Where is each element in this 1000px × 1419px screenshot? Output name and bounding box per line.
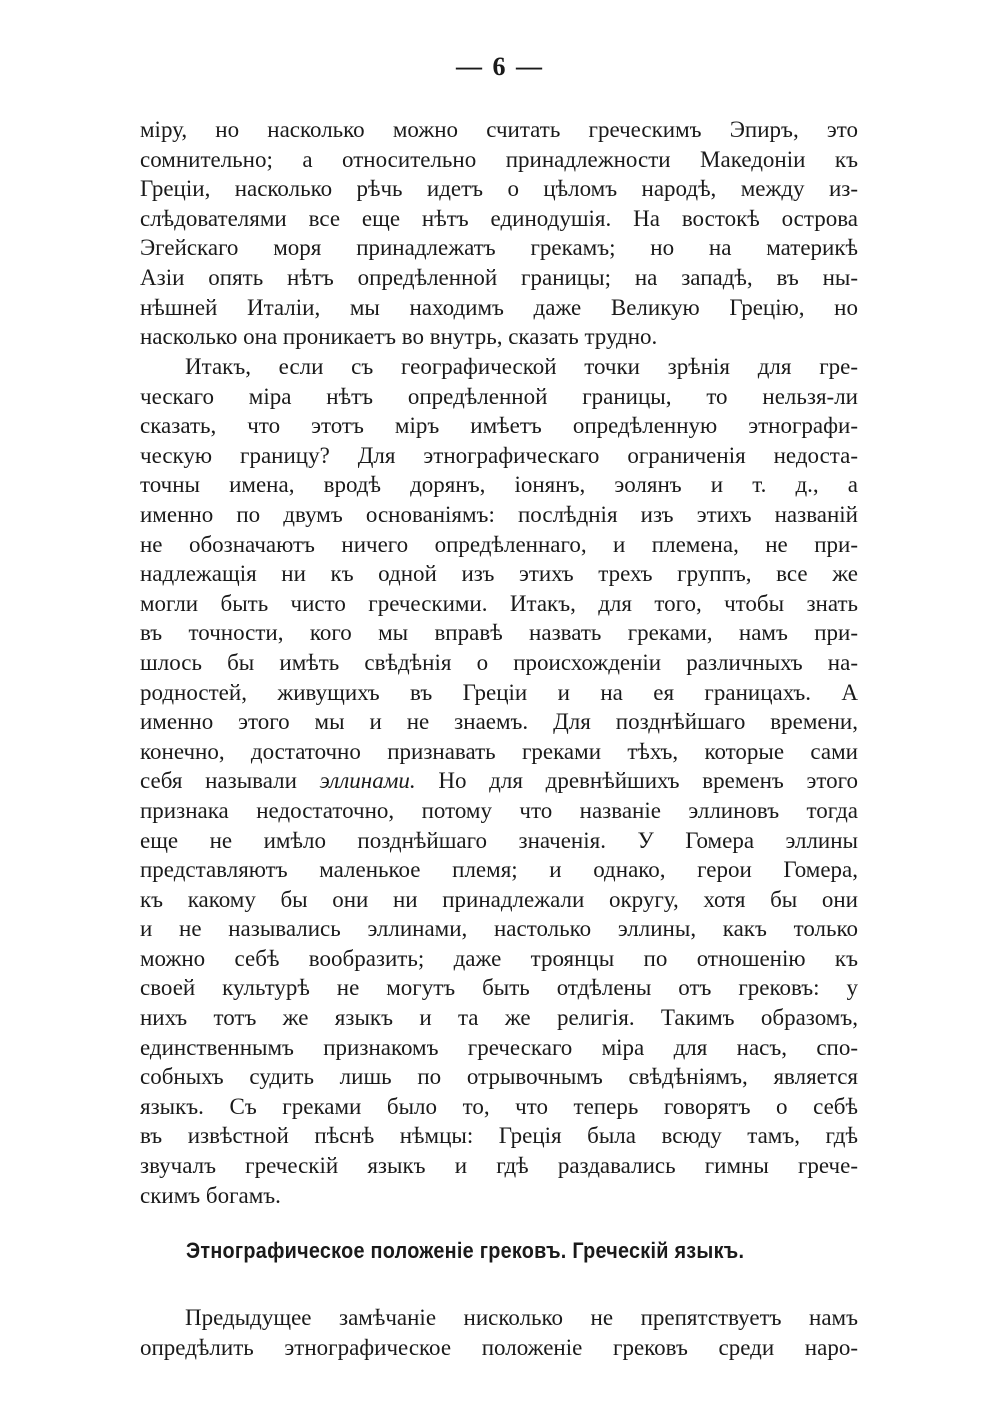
text-line: опредѣлить этнографическое положеніе грековъ среди наро- <box>140 1334 858 1360</box>
paragraph-3 <box>140 1303 858 1362</box>
text-line: языкъ. Съ греками было то, что теперь говорятъ о себѣ <box>140 1093 858 1119</box>
text-line <box>140 766 858 796</box>
text-line: скимъ богамъ. <box>140 1182 281 1208</box>
text-line: нихъ тотъ же языкъ и та же религія. Такимъ образомъ, <box>140 1005 858 1031</box>
text-line: конечно, достаточно признавать греками тѣхъ, которые сами <box>140 738 858 764</box>
text-line: именно по двумъ основаніямъ: послѣднія изъ этихъ названій <box>140 501 858 527</box>
italic-word: эллинами. <box>319 768 416 794</box>
text-line: еще не имѣло позднѣйшаго значенія. У Гомера эллины <box>140 827 858 853</box>
text-line: Итакъ, если съ географической точки зрѣнія для гре- <box>185 354 858 379</box>
text-line: родностей, живущихъ въ Греціи и на ея границахъ. А <box>140 679 858 705</box>
text-line: можно себѣ вообразить; даже троянцы по отношенію къ <box>140 945 858 971</box>
text-line: надлежащія ни къ одной изъ этихъ трехъ группъ, все же <box>140 561 858 587</box>
text-line: точны имена, вродѣ дорянъ, іонянъ, эолянъ и т. д., а <box>140 472 858 498</box>
text-line: Эгейскаго моря принадлежатъ грекамъ; но на материкѣ <box>140 235 858 261</box>
text-line: шлось бы имѣть свѣдѣнія о происхожденіи различныхъ на- <box>140 649 858 675</box>
paragraph-2 <box>140 352 858 1210</box>
text-line: нѣшней Италіи, мы находимъ даже Великую Грецію, но <box>140 294 858 320</box>
text-line: сомнительно; а относительно принадлежности Македоніи къ <box>140 146 858 172</box>
text-line: представляютъ маленькое племя; и однако, герои Гомера, <box>140 857 858 883</box>
paragraph-1 <box>140 115 858 352</box>
text-line: звучалъ греческій языкъ и гдѣ раздавались гимны грече- <box>140 1153 858 1179</box>
text-span: Но для древнѣйшихъ временъ этого <box>415 768 859 794</box>
text-line: въ извѣстной пѣснѣ нѣмцы: Греція была всюду тамъ, гдѣ <box>140 1123 858 1149</box>
text-line: именно этого мы и не знаемъ. Для позднѣйшаго времени, <box>140 709 858 735</box>
text-line: Азіи опять нѣтъ опредѣленной границы; на западѣ, въ ны- <box>140 264 858 290</box>
text-line: ческую границу? Для этнографическаго ограниченія недоста- <box>140 442 858 468</box>
text-line: признака недостаточно, потому что названіе эллиновъ тогда <box>140 797 858 823</box>
text-line: и не назывались эллинами, настолько эллины, какъ только <box>140 916 858 942</box>
text-line: могли быть чисто греческими. Итакъ, для того, чтобы знать <box>140 590 858 616</box>
section-heading: Этнографическое положеніе грековъ. Греческій языкъ. <box>186 1238 745 1263</box>
page-number: — 6 — <box>456 52 544 81</box>
text-line: въ точности, кого мы вправѣ назвать греками, намъ при- <box>140 620 858 646</box>
text-span: себя называли <box>140 768 320 794</box>
text-line: насколько она проникаетъ во внутрь, сказать трудно. <box>140 324 658 350</box>
text-line: не обозначаютъ ничего опредѣленнаго, и племена, не при- <box>140 531 858 557</box>
text-line: Предыдущее замѣчаніе нисколько не препятствуетъ намъ <box>185 1305 858 1330</box>
text-line: единственнымъ признакомъ греческаго міра для насъ, спо- <box>140 1034 858 1060</box>
text-line: Греціи, насколько рѣчь идетъ о цѣломъ народѣ, между из- <box>140 176 858 202</box>
text-line: къ какому бы они ни принадлежали округу, хотя бы они <box>140 886 858 912</box>
text-line: міру, но насколько можно считать греческимъ Эпиръ, это <box>140 117 858 142</box>
text-line: ческаго міра нѣтъ опредѣленной границы, то нельзя-ли <box>140 383 858 409</box>
text-line: сказать, что этотъ міръ имѣетъ опредѣленную этнографи- <box>140 413 858 439</box>
text-line: своей культурѣ не могутъ быть отдѣлены отъ грековъ: у <box>140 975 858 1001</box>
text-line: собныхъ судить лишь по отрывочнымъ свѣдѣніямъ, является <box>140 1064 858 1090</box>
text-line: слѣдователями все еще нѣтъ единодушія. На востокѣ острова <box>140 205 858 231</box>
